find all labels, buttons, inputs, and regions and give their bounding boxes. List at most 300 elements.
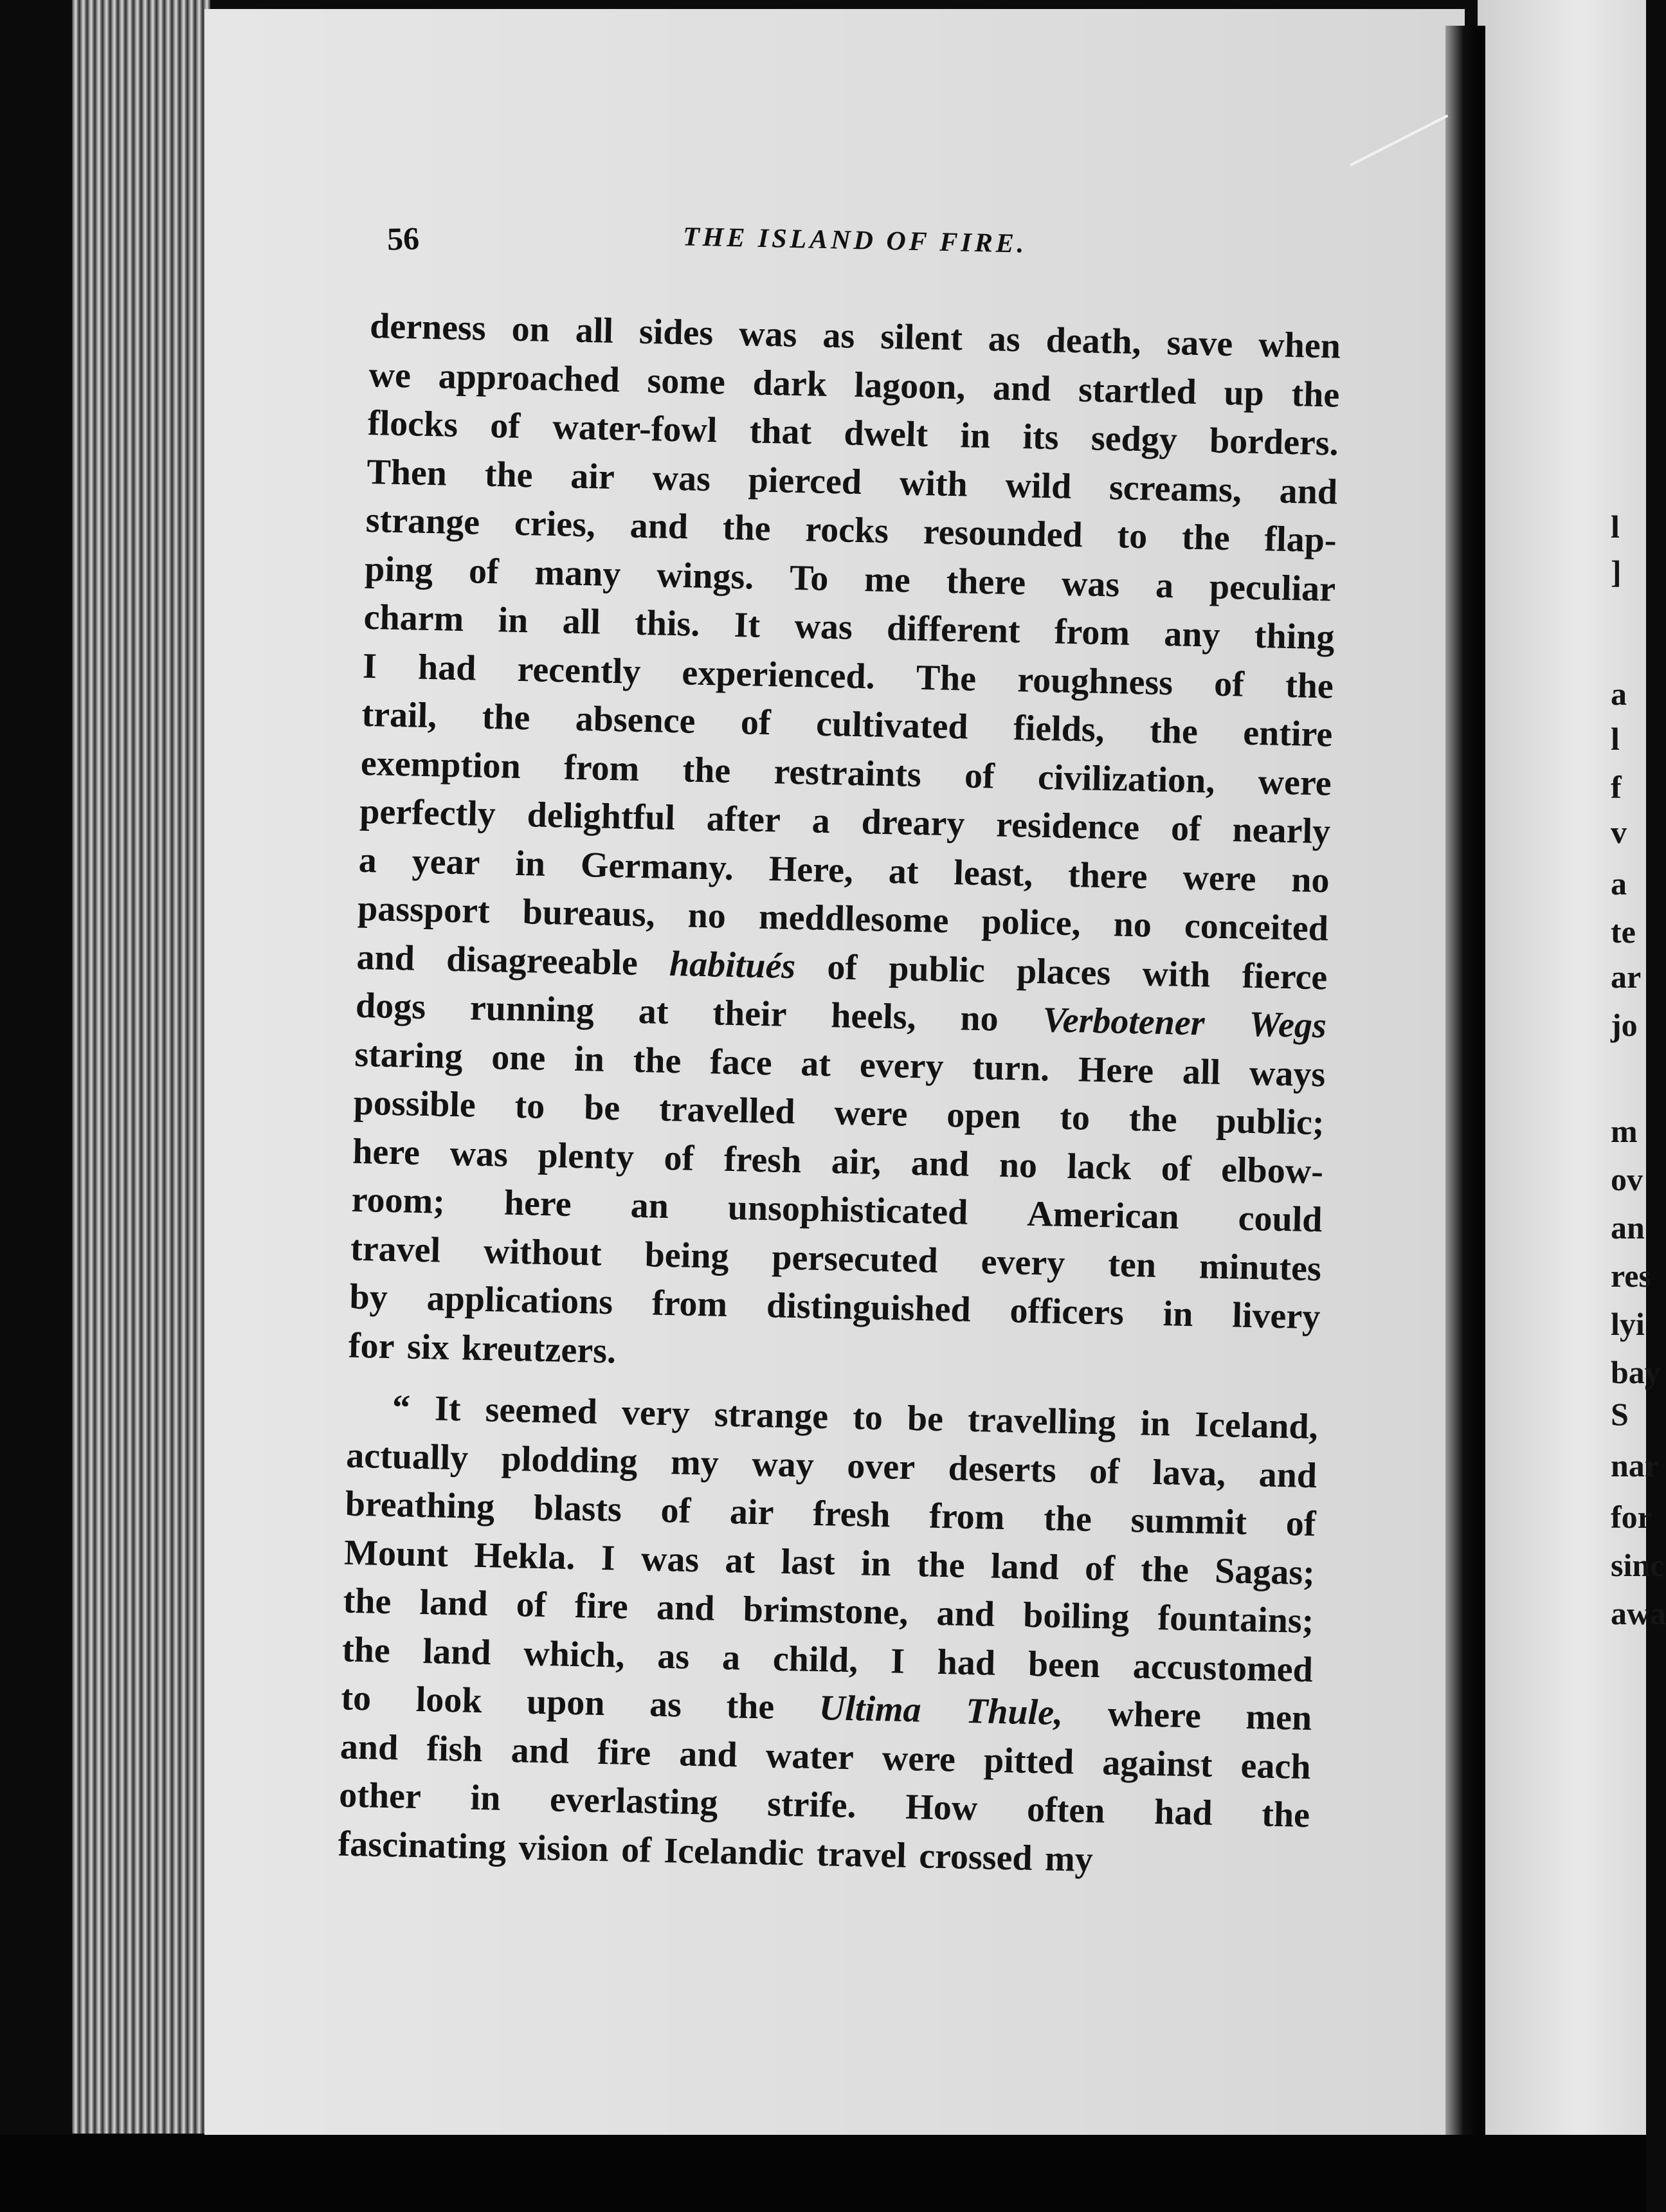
word: ways <box>1249 1053 1326 1094</box>
word: air <box>729 1492 775 1533</box>
word: of <box>489 405 521 446</box>
word: “ <box>392 1388 411 1428</box>
word: here <box>503 1183 572 1224</box>
word: and <box>340 1727 399 1768</box>
word: peculiar <box>1209 566 1336 610</box>
word: strange <box>714 1394 829 1437</box>
word: an <box>630 1185 669 1227</box>
word: conceited <box>1184 905 1329 949</box>
word: a <box>358 840 377 880</box>
word: and <box>1258 1454 1317 1496</box>
word: Icelandic <box>663 1830 804 1874</box>
word: my <box>1044 1838 1094 1880</box>
facing-page-fragment: jo <box>1611 1007 1638 1043</box>
word: as <box>649 1684 682 1725</box>
word: me <box>864 559 911 601</box>
word: approached <box>438 356 620 400</box>
word: of <box>826 947 858 988</box>
word: of <box>468 550 500 592</box>
word: a <box>1155 565 1174 606</box>
word: all <box>1182 1051 1221 1092</box>
word: fountains; <box>1157 1598 1314 1642</box>
facing-page-fragment: l <box>1611 509 1620 545</box>
word: Here, <box>768 848 854 891</box>
facing-page-fragment: v <box>1611 814 1627 850</box>
word: every <box>859 1044 945 1087</box>
facing-page-fragment: ar <box>1611 959 1642 995</box>
word: fierce <box>1242 956 1328 997</box>
word: sedgy <box>1091 418 1178 460</box>
word: with <box>1141 953 1211 995</box>
page-number: 56 <box>386 220 420 257</box>
word: trail, <box>361 694 437 736</box>
word: death, <box>1046 320 1142 363</box>
word: borders. <box>1209 421 1339 464</box>
word: of <box>1285 1503 1317 1545</box>
word: and <box>910 1143 970 1184</box>
word: fields, <box>1013 708 1105 750</box>
word: a <box>721 1637 741 1678</box>
word: summit <box>1130 1500 1247 1543</box>
word: lack <box>1067 1146 1132 1188</box>
book-fore-edge <box>72 0 210 2134</box>
word: Iceland, <box>1194 1404 1319 1447</box>
word: ping <box>364 548 433 590</box>
word: disagreeable <box>446 939 638 983</box>
word: land <box>422 1631 492 1673</box>
word: of <box>660 1490 691 1531</box>
word: in <box>860 1543 892 1584</box>
word: for <box>348 1325 395 1366</box>
word: the <box>1043 1498 1092 1539</box>
word: distinguished <box>766 1285 972 1330</box>
word: no <box>999 1145 1038 1186</box>
word: some <box>646 360 726 403</box>
word: my <box>670 1442 720 1483</box>
word: fish <box>426 1728 484 1770</box>
word: staring <box>354 1034 464 1076</box>
word: travelled <box>658 1089 796 1132</box>
word: land <box>419 1582 489 1624</box>
word: strange <box>365 500 480 543</box>
word: which, <box>523 1633 626 1676</box>
word: we <box>368 354 412 395</box>
word: strife. <box>766 1784 857 1826</box>
word: was <box>1061 563 1120 604</box>
word: of <box>740 702 772 743</box>
running-title: THE ISLAND OF FIRE. <box>682 222 1028 259</box>
word: of <box>663 1138 694 1179</box>
word: air, <box>831 1141 882 1183</box>
word: the <box>682 749 731 791</box>
word: at <box>724 1540 756 1581</box>
word: I <box>362 646 377 686</box>
word: perfectly <box>359 791 496 835</box>
word: lava, <box>1152 1452 1226 1494</box>
word: were <box>1258 761 1332 803</box>
word: all <box>575 310 614 351</box>
word: Thule, <box>965 1691 1064 1734</box>
word: thing <box>1254 615 1336 658</box>
facing-page-fragment: lyi <box>1611 1306 1645 1342</box>
word: up <box>1223 372 1265 413</box>
word: face <box>709 1041 773 1083</box>
word: when <box>1258 324 1341 367</box>
word: from <box>1054 612 1130 653</box>
word: look <box>415 1679 483 1721</box>
word: livery <box>1231 1295 1321 1337</box>
word: restraints <box>773 751 922 795</box>
word: each <box>1240 1745 1312 1787</box>
word: ten <box>1107 1244 1157 1285</box>
word: nearly <box>1231 810 1331 852</box>
word: men <box>1245 1697 1312 1739</box>
word: cultivated <box>815 703 969 747</box>
word: after <box>706 799 781 840</box>
word: many <box>534 552 622 594</box>
word: upon <box>526 1682 606 1724</box>
facing-page-fragment: f <box>1611 769 1622 805</box>
facing-page-fragment: S <box>1611 1396 1629 1432</box>
word: in <box>514 843 546 884</box>
word: The <box>916 657 977 699</box>
word: of <box>620 1829 652 1871</box>
word: breathing <box>345 1483 495 1527</box>
word: It <box>434 1388 462 1429</box>
word: police, <box>981 902 1082 944</box>
word: public <box>888 948 986 990</box>
word: very <box>621 1392 691 1434</box>
word: was <box>449 1133 509 1175</box>
word: child, <box>772 1638 858 1680</box>
gutter-shadow <box>1445 26 1485 2141</box>
word: unsophisticated <box>727 1187 968 1233</box>
word: Germany. <box>580 844 734 888</box>
word: minutes <box>1199 1246 1322 1289</box>
word: its <box>1022 417 1060 458</box>
word: pierced <box>748 459 862 502</box>
word: dreary <box>861 802 966 844</box>
word: entire <box>1242 712 1333 755</box>
body-text <box>338 302 1341 1889</box>
word: other <box>338 1775 422 1817</box>
word: of <box>964 756 995 796</box>
word: and <box>992 367 1052 409</box>
word: to <box>1059 1097 1091 1138</box>
word: plenty <box>537 1135 635 1177</box>
word: be <box>583 1087 620 1129</box>
word: fire <box>597 1732 651 1773</box>
word: to <box>340 1678 372 1719</box>
facing-page-fragment: ] <box>1611 554 1622 590</box>
word: startled <box>1078 369 1197 412</box>
word: there <box>1067 855 1148 896</box>
word: Wegs <box>1248 1004 1327 1046</box>
word: dark <box>752 362 828 404</box>
word: as <box>822 315 855 356</box>
word: in <box>1163 1294 1194 1335</box>
word: kreutzers. <box>461 1327 617 1371</box>
word: crossed <box>918 1835 1033 1878</box>
word: silent <box>880 316 963 359</box>
word: experienced. <box>681 652 876 697</box>
word: of <box>1089 1451 1120 1492</box>
word: the <box>725 1686 775 1727</box>
word: pitted <box>983 1739 1074 1782</box>
word: possible <box>353 1082 476 1125</box>
word: from <box>928 1496 1006 1538</box>
word: the <box>484 454 534 495</box>
word: places <box>1016 950 1111 993</box>
word: was <box>738 314 798 355</box>
word: travelling <box>967 1399 1116 1443</box>
word: Sagas; <box>1214 1550 1316 1593</box>
word: to <box>514 1085 545 1127</box>
word: and <box>936 1593 995 1635</box>
word: no <box>687 895 727 936</box>
word: Here <box>1078 1049 1154 1091</box>
word: in <box>1139 1403 1171 1444</box>
word: land <box>990 1546 1060 1588</box>
facing-page-fragment: ov <box>1611 1161 1643 1197</box>
word: a <box>811 801 831 842</box>
word: Verbotener <box>1042 1000 1206 1044</box>
word: where <box>1107 1694 1202 1736</box>
word: over <box>846 1446 916 1487</box>
word: often <box>1026 1789 1106 1831</box>
word: I <box>890 1640 905 1682</box>
word: the <box>1285 665 1334 706</box>
word: and <box>356 937 415 979</box>
word: could <box>1238 1198 1323 1240</box>
word: as <box>988 319 1021 360</box>
word: no <box>1113 904 1152 945</box>
word: the <box>1291 374 1340 415</box>
word: as <box>656 1636 690 1677</box>
word: the <box>1140 1549 1190 1590</box>
word: public; <box>1215 1100 1325 1143</box>
word: the <box>1128 1098 1178 1140</box>
word: and <box>1279 471 1338 512</box>
word: against <box>1101 1742 1213 1785</box>
word: of <box>1084 1548 1116 1589</box>
word: flap- <box>1263 519 1337 561</box>
word: be <box>907 1398 944 1440</box>
word: fascinating <box>338 1823 507 1867</box>
word: in <box>470 1777 502 1818</box>
word: absence <box>575 698 696 741</box>
word: all <box>562 601 601 642</box>
word: everlasting <box>549 1779 719 1823</box>
word: habitués <box>669 943 796 986</box>
word: and <box>678 1734 738 1775</box>
facing-page-fragment: res <box>1611 1258 1651 1294</box>
word: resounded <box>923 512 1083 556</box>
word: with <box>899 462 968 505</box>
word: year <box>412 841 481 883</box>
word: been <box>1028 1644 1101 1685</box>
word: and <box>656 1587 716 1629</box>
word: without <box>483 1231 602 1274</box>
word: water-fowl <box>552 406 718 451</box>
word: turn. <box>972 1047 1050 1089</box>
word: brimstone, <box>743 1589 909 1633</box>
word: accustomed <box>1132 1645 1314 1690</box>
facing-page-text-fragments <box>1611 0 1666 2212</box>
word: were <box>833 1092 909 1134</box>
word: Hekla. <box>473 1535 576 1577</box>
word: Ultima <box>819 1688 922 1730</box>
word: the <box>341 1629 391 1671</box>
word: being <box>644 1234 730 1276</box>
word: way <box>751 1444 815 1485</box>
word: elbow- <box>1220 1149 1324 1192</box>
word: the <box>1149 711 1199 752</box>
page-header <box>387 220 1332 271</box>
facing-page-fragment: a <box>1611 866 1627 902</box>
word: running <box>469 988 595 1031</box>
word: recently <box>516 649 642 692</box>
facing-page-fragment: an <box>1611 1210 1645 1246</box>
word: was <box>640 1538 700 1580</box>
word: at <box>638 991 669 1032</box>
word: Then <box>366 451 448 494</box>
word: travel <box>350 1228 441 1271</box>
word: actually <box>345 1435 469 1478</box>
word: had <box>417 647 477 689</box>
word: were <box>882 1737 956 1780</box>
word: every <box>981 1241 1065 1283</box>
word: dwelt <box>843 413 928 455</box>
facing-page-fragment: a <box>1611 676 1627 712</box>
word: blasts <box>533 1487 622 1530</box>
word: persecuted <box>771 1237 939 1281</box>
word: American <box>1026 1193 1180 1237</box>
facing-page-fragment: te <box>1611 914 1636 950</box>
word: fresh <box>723 1139 802 1181</box>
word: least, <box>953 852 1033 894</box>
word: open <box>946 1095 1022 1137</box>
word: derness <box>369 305 487 349</box>
word: from <box>563 747 640 789</box>
word: cries, <box>514 503 596 545</box>
word: I <box>601 1537 616 1578</box>
word: It <box>734 604 761 646</box>
word: their <box>712 993 788 1035</box>
word: meddlesome <box>758 896 950 941</box>
word: boiling <box>1022 1595 1130 1638</box>
word: Mount <box>343 1532 449 1575</box>
word: there <box>946 561 1026 603</box>
word: How <box>905 1786 978 1829</box>
word: vision <box>518 1827 610 1869</box>
word: and <box>511 1730 570 1772</box>
word: the <box>1181 517 1231 559</box>
word: exemption <box>360 743 521 786</box>
facing-page-fragment: m <box>1611 1113 1638 1149</box>
word: at <box>800 1043 831 1084</box>
facing-page-fragment: bay <box>1611 1354 1661 1390</box>
word: to <box>852 1397 883 1438</box>
word: of <box>1161 1148 1192 1189</box>
word: charm <box>363 597 464 640</box>
word: heels, <box>830 995 917 1038</box>
word: applications <box>426 1278 613 1323</box>
word: wild <box>1004 465 1072 507</box>
word: the <box>633 1040 682 1081</box>
word: flocks <box>367 403 458 445</box>
word: the <box>916 1544 966 1586</box>
word: here <box>352 1131 421 1173</box>
word: To <box>789 558 829 599</box>
word: of <box>1170 808 1202 849</box>
word: room; <box>351 1179 446 1222</box>
word: to <box>1116 516 1148 557</box>
word: the <box>343 1581 392 1622</box>
facing-page-fragment: l <box>1611 721 1620 757</box>
word: had <box>1154 1792 1213 1833</box>
word: on <box>511 309 550 350</box>
word: that <box>749 411 812 453</box>
word: passport <box>357 888 491 932</box>
word: one <box>491 1037 546 1078</box>
facing-page-fragment: for <box>1611 1499 1652 1535</box>
word: the <box>722 507 772 549</box>
scan-background <box>0 2135 1646 2212</box>
word: delightful <box>527 795 676 839</box>
word: air <box>570 456 615 497</box>
word: different <box>886 608 1021 651</box>
word: of <box>516 1584 547 1626</box>
word: residence <box>995 804 1140 848</box>
word: dogs <box>355 985 426 1028</box>
word: the <box>1261 1794 1310 1836</box>
word: was <box>793 606 853 648</box>
word: save <box>1166 322 1233 365</box>
word: seemed <box>485 1390 598 1432</box>
word: this. <box>634 603 700 644</box>
facing-page-fragment: sinc <box>1611 1547 1665 1583</box>
word: roughness <box>1017 659 1173 703</box>
facing-page-fragment: awa <box>1611 1595 1666 1631</box>
word: water <box>765 1735 855 1777</box>
word: last <box>780 1541 836 1583</box>
word: no <box>959 998 999 1039</box>
word: travel <box>816 1833 907 1876</box>
word: in <box>497 600 529 641</box>
word: plodding <box>501 1438 638 1482</box>
word: six <box>406 1327 450 1368</box>
word: and <box>629 505 689 547</box>
word: wings. <box>656 554 754 597</box>
word: in <box>574 1038 605 1080</box>
word: lagoon, <box>854 365 966 407</box>
word: civilization, <box>1037 757 1215 801</box>
word: from <box>651 1283 728 1325</box>
word: deserts <box>948 1447 1057 1491</box>
word: fire <box>574 1586 629 1627</box>
word: in <box>959 415 991 457</box>
facing-page-fragment: nar <box>1611 1447 1659 1483</box>
word: bureaus, <box>522 892 656 935</box>
word: any <box>1163 613 1221 655</box>
word: was <box>652 457 711 499</box>
word: the <box>482 696 530 738</box>
word: were <box>1182 857 1257 899</box>
word: fresh <box>812 1493 891 1536</box>
word: officers <box>1009 1291 1125 1333</box>
word: rocks <box>804 509 889 551</box>
